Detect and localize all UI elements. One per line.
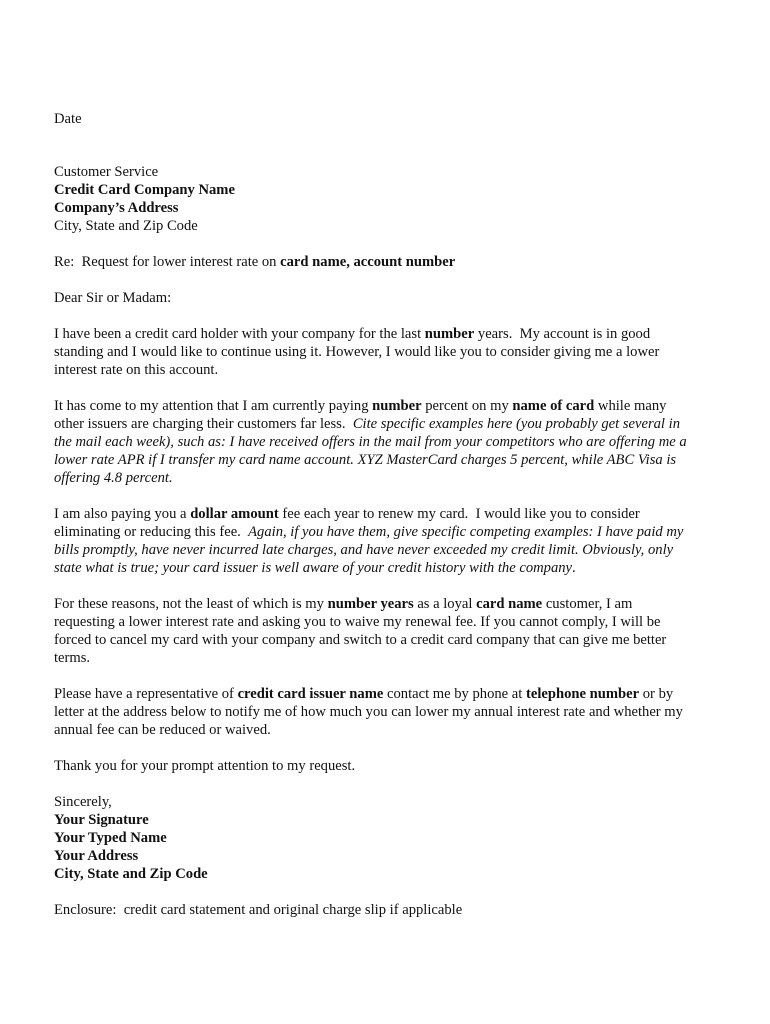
paragraph-5: Please have a representative of credit card issuer name contact me by phone at telephone number or by letter at the address below to notify me of how much you can lower my annual interest rate and whether my annual fee can be reduced or waived. [54, 686, 683, 738]
closing-address: Your Address [54, 848, 139, 864]
closing-typed-name: Your Typed Name [54, 830, 167, 846]
recipient-company: Credit Card Company Name [54, 182, 235, 198]
paragraph-4: For these reasons, not the least of which is my number years as a loyal card name customer, I am requesting a lower interest rate and asking you to waive my renewal fee. If you cannot comply, I will be forced to cancel my card with your company and switch to a credit card company that can give me better terms. [54, 596, 667, 666]
re-subject: card name, account number [280, 254, 456, 270]
date-line: Date [54, 111, 82, 127]
closing-sincerely: Sincerely, [54, 794, 112, 810]
salutation: Dear Sir or Madam: [54, 290, 172, 306]
recipient-department: Customer Service [54, 164, 159, 180]
recipient-city: City, State and Zip Code [54, 218, 198, 234]
letter-page [54, 110, 722, 919]
paragraph-3: I am also paying you a dollar amount fee each year to renew my card. I would like you to consider eliminating or reducing this fee. Again, if you have them, give specific competing examples: I have paid my bills promptly, have never incurred late charges, and have never exceeded my credit limit. Obviously, only state what is true; your card issuer is well aware of your credit history with the company. [54, 506, 684, 576]
closing-block [54, 793, 722, 883]
recipient-block [54, 163, 722, 235]
re-line: Re: Request for lower interest rate on card name, account number [54, 254, 456, 270]
thank-you-line: Thank you for your prompt attention to my request. [54, 758, 356, 774]
paragraph-2: It has come to my attention that I am currently paying number percent on my name of card while many other issuers are charging their customers far less. Cite specific examples here (you probably get several in the mail each week), such as: I have received offers in the mail from your competitors who are offering me a lower rate APR if I transfer my card name account. XYZ MasterCard charges 5 percent, while ABC Visa is offering 4.8 percent. [54, 398, 687, 486]
recipient-address: Company’s Address [54, 200, 179, 216]
enclosure-line: Enclosure: credit card statement and original charge slip if applicable [54, 902, 463, 918]
closing-city: City, State and Zip Code [54, 866, 208, 882]
paragraph-1: I have been a credit card holder with your company for the last number years. My account is in good standing and I would like to continue using it. However, I would like you to consider giving me a lower interest rate on this account. [54, 326, 660, 378]
closing-signature: Your Signature [54, 812, 149, 828]
